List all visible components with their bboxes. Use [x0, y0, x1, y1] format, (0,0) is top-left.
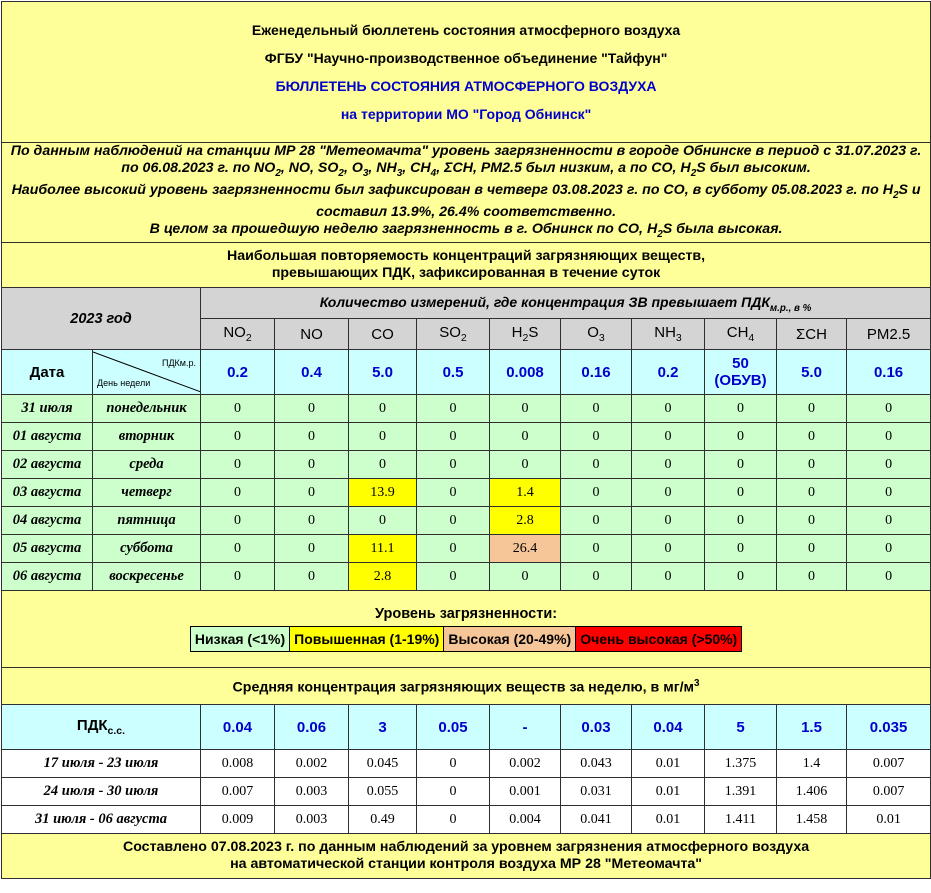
- average-value: 0.01: [632, 806, 705, 834]
- row-date: 04 августа: [2, 507, 93, 535]
- average-value: 0.01: [847, 806, 931, 834]
- measurement-cell: 0: [705, 563, 777, 591]
- average-value: 0.01: [632, 750, 705, 778]
- average-value: 0.008: [201, 750, 275, 778]
- date-label: Дата: [2, 350, 93, 395]
- measurement-cell: 26.4: [490, 535, 561, 563]
- measurement-cell: 0: [201, 479, 275, 507]
- average-value: 1.458: [777, 806, 847, 834]
- pdk-ss-value: 0.04: [632, 705, 705, 750]
- measurement-cell: 1.4: [490, 479, 561, 507]
- pdk-ss-value: 0.06: [275, 705, 349, 750]
- measurement-cell: 0: [777, 563, 847, 591]
- average-value: 0.002: [490, 750, 561, 778]
- average-value: 0: [417, 778, 490, 806]
- measurement-cell: 0: [201, 535, 275, 563]
- average-row: [2, 778, 931, 806]
- row-date: 31 июля: [2, 395, 93, 423]
- header-line-1: Еженедельный бюллетень состояния атмосферного воздуха: [251, 22, 681, 38]
- pdk-ss-value: 3: [349, 705, 417, 750]
- measurement-cell: 0: [490, 423, 561, 451]
- pollutant-header: $SO_2$: [417, 319, 490, 350]
- table-row: [2, 423, 931, 451]
- measurement-cell: 0: [847, 451, 931, 479]
- pdk-limit-value: 0.16: [847, 350, 931, 395]
- average-value: 0: [417, 750, 490, 778]
- average-value: 0.003: [275, 778, 349, 806]
- average-value: 0.009: [201, 806, 275, 834]
- average-value: 0.007: [201, 778, 275, 806]
- row-weekday: понедельник: [93, 395, 201, 423]
- frequency-title: Наибольшая повторяемость концентраций загрязняющих веществ, превышающих ПДК, зафиксированная в течение суток: [2, 243, 931, 288]
- row-date: 02 августа: [2, 451, 93, 479]
- average-value: 0.007: [847, 778, 931, 806]
- measurement-cell: 0: [561, 507, 632, 535]
- pollutant-header: ΣCH: [777, 319, 847, 350]
- pdk-limit-value: 50 (ОБУВ): [705, 350, 777, 395]
- pollutant-header: $O_3$: [561, 319, 632, 350]
- legend-elevated: Повышенная (1-19%): [290, 627, 444, 652]
- measurement-cell: 0: [201, 395, 275, 423]
- measurement-cell: 0: [417, 535, 490, 563]
- legend-swatches: [190, 626, 742, 652]
- measurement-cell: 0: [275, 451, 349, 479]
- average-value: 0.043: [561, 750, 632, 778]
- measurement-cell: 0: [777, 451, 847, 479]
- pdk-ss-value: 0.05: [417, 705, 490, 750]
- measurement-cell: 0: [847, 535, 931, 563]
- pdk-ss-value: 0.04: [201, 705, 275, 750]
- header-line-2: ФГБУ "Научно-производственное объединение "Тайфун": [264, 50, 668, 66]
- measurement-cell: 0: [847, 507, 931, 535]
- summary-paragraph-1: По данным наблюдений на станции МР 28 "Метеомачта" уровень загрязненности в городе Обнинске в период с 31.07.2023 г. по 06.08.2023 г. по $NO_2$, NO, $SO_2$, $O_3$, $NH_3$, $CH_4$, ΣCH, PM2.5 был низким, а по CO, $H_2S$ был высоким.: [10, 143, 922, 179]
- averages-title: Средняя концентрация загрязняющих веществ за неделю, в $мг/м^3$: [2, 668, 931, 705]
- average-value: 0.001: [490, 778, 561, 806]
- pollutant-header: NO: [275, 319, 349, 350]
- average-value: 1.4: [777, 750, 847, 778]
- row-weekday: суббота: [93, 535, 201, 563]
- measurement-cell: 0: [561, 423, 632, 451]
- measurement-cell: 0: [275, 507, 349, 535]
- measurement-cell: 0: [561, 479, 632, 507]
- bulletin-table: [1, 1, 931, 879]
- average-period: 31 июля - 06 августа: [2, 806, 201, 834]
- average-value: 0.004: [490, 806, 561, 834]
- row-weekday: четверг: [93, 479, 201, 507]
- measurement-cell: 0: [847, 479, 931, 507]
- measurement-cell: 0: [705, 479, 777, 507]
- pdk-ss-value: 0.03: [561, 705, 632, 750]
- average-value: 0.007: [847, 750, 931, 778]
- average-value: 1.406: [777, 778, 847, 806]
- pdk-ss-value: 0.035: [847, 705, 931, 750]
- average-value: 0.031: [561, 778, 632, 806]
- pollutant-header: $NO_2$: [201, 319, 275, 350]
- pdk-limit-value: 0.5: [417, 350, 490, 395]
- measurement-cell: 2.8: [490, 507, 561, 535]
- measurement-cell: 11.1: [349, 535, 417, 563]
- row-date: 03 августа: [2, 479, 93, 507]
- measurement-cell: 0: [561, 451, 632, 479]
- measurement-cell: 0: [417, 479, 490, 507]
- measurement-cell: 0: [349, 395, 417, 423]
- table-row: [2, 507, 931, 535]
- measurement-cell: 0: [490, 395, 561, 423]
- bulletin-footer: Составлено 07.08.2023 г. по данным наблюдений за уровнем загрязнения атмосферного воздуха на автоматической станции контроля воздуха МР 28 "Метеомачта": [2, 834, 931, 879]
- average-row: [2, 750, 931, 778]
- summary-text: [2, 143, 931, 243]
- pdk-limit-value: 0.2: [632, 350, 705, 395]
- diag-pdk-label: ПДКм.р.: [161, 358, 196, 369]
- measurement-cell: 0: [275, 535, 349, 563]
- bulletin-header: [2, 2, 931, 143]
- table-row: [2, 563, 931, 591]
- measurement-cell: 0: [275, 423, 349, 451]
- pdk-ss-value: 1.5: [777, 705, 847, 750]
- measurement-cell: 0: [417, 423, 490, 451]
- pdk-limit-value: 0.2: [201, 350, 275, 395]
- pdk-limit-value: 5.0: [349, 350, 417, 395]
- measurement-cell: 0: [417, 563, 490, 591]
- measurement-cell: 0: [201, 423, 275, 451]
- summary-paragraph-2: Наиболее высокий уровень загрязненности был зафиксирован в четверг 03.08.2023 г. по CO, в субботу 05.08.2023 г. по $H_2S$ и составил 13.9%, 26.4% соответственно.: [11, 181, 921, 220]
- pdk-ss-value: 5: [705, 705, 777, 750]
- average-value: 0.041: [561, 806, 632, 834]
- row-date: 05 августа: [2, 535, 93, 563]
- measurement-cell: 0: [490, 563, 561, 591]
- measurement-cell: 0: [349, 451, 417, 479]
- average-value: 0.003: [275, 806, 349, 834]
- diag-day-label: День недели: [97, 378, 151, 389]
- measurement-cell: 0: [632, 395, 705, 423]
- legend-title: Уровень загрязненности:: [375, 606, 558, 623]
- average-value: 0.49: [349, 806, 417, 834]
- measurement-cell: 0: [201, 507, 275, 535]
- average-value: 1.391: [705, 778, 777, 806]
- pollutant-header: $CH_4$: [705, 319, 777, 350]
- table-row: [2, 395, 931, 423]
- average-value: 0.002: [275, 750, 349, 778]
- diagonal-header-cell: [93, 350, 201, 395]
- pdk-limit-value: 0.16: [561, 350, 632, 395]
- pdk-limit-value: 0.008: [490, 350, 561, 395]
- pdk-limit-value: 0.4: [275, 350, 349, 395]
- measurement-cell: 0: [632, 479, 705, 507]
- measurement-cell: 0: [632, 507, 705, 535]
- measurement-cell: 0: [705, 423, 777, 451]
- row-date: 01 августа: [2, 423, 93, 451]
- average-value: 0.055: [349, 778, 417, 806]
- pdk-ss-value: -: [490, 705, 561, 750]
- measurement-cell: 0: [275, 563, 349, 591]
- pollutant-header: PM2.5: [847, 319, 931, 350]
- measurement-cell: 0: [417, 451, 490, 479]
- measurement-cell: 0: [847, 563, 931, 591]
- measurement-cell: 0: [275, 479, 349, 507]
- measurement-cell: 0: [632, 451, 705, 479]
- measurement-cell: 0: [777, 395, 847, 423]
- measurement-cell: 0: [777, 423, 847, 451]
- measurement-cell: 0: [417, 395, 490, 423]
- legend-low: Низкая (<1%): [190, 627, 289, 652]
- measurement-cell: 0: [632, 563, 705, 591]
- average-value: 0.045: [349, 750, 417, 778]
- measurement-cell: 0: [777, 479, 847, 507]
- row-weekday: пятница: [93, 507, 201, 535]
- average-row: [2, 806, 931, 834]
- measurement-cell: 0: [705, 451, 777, 479]
- header-line-4: на территории МО "Город Обнинск": [340, 106, 592, 122]
- measurement-cell: 0: [632, 535, 705, 563]
- measurement-cell: 0: [777, 535, 847, 563]
- pollutant-header: $H_2S$: [490, 319, 561, 350]
- measurement-cell: 0: [705, 507, 777, 535]
- measurement-cell: 0: [847, 423, 931, 451]
- pollution-legend: [2, 591, 931, 668]
- measurement-cell: 0: [490, 451, 561, 479]
- measurement-cell: 0: [349, 423, 417, 451]
- table-row: [2, 479, 931, 507]
- measurement-cell: 13.9: [349, 479, 417, 507]
- average-value: 1.411: [705, 806, 777, 834]
- measurement-cell: 0: [847, 395, 931, 423]
- average-value: 0.01: [632, 778, 705, 806]
- table-row: [2, 535, 931, 563]
- table-row: [2, 451, 931, 479]
- measurement-cell: 0: [349, 507, 417, 535]
- measurement-cell: 0: [561, 563, 632, 591]
- pollutant-header: $NH_3$: [632, 319, 705, 350]
- pdk-ss-label: $ПДК_{с.с.}$: [2, 705, 201, 750]
- row-weekday: вторник: [93, 423, 201, 451]
- measurement-cell: 0: [705, 535, 777, 563]
- measurement-cell: 0: [201, 563, 275, 591]
- average-period: 17 июля - 23 июля: [2, 750, 201, 778]
- header-line-3: БЮЛЛЕТЕНЬ СОСТОЯНИЯ АТМОСФЕРНОГО ВОЗДУХА: [275, 78, 657, 94]
- measurement-cell: 0: [561, 535, 632, 563]
- measurement-cell: 0: [417, 507, 490, 535]
- year-label: 2023 год: [2, 288, 201, 350]
- row-weekday: среда: [93, 451, 201, 479]
- measurement-cell: 0: [561, 395, 632, 423]
- measurement-cell: 0: [201, 451, 275, 479]
- average-value: 1.375: [705, 750, 777, 778]
- measurement-cell: 0: [632, 423, 705, 451]
- average-value: 0: [417, 806, 490, 834]
- count-header: Количество измерений, где концентрация ЗВ превышает $ПДК_{м.р., в \%}$: [201, 288, 931, 319]
- pdk-limit-value: 5.0: [777, 350, 847, 395]
- measurement-cell: 2.8: [349, 563, 417, 591]
- legend-very-high: Очень высокая (>50%): [576, 627, 742, 652]
- measurement-cell: 0: [275, 395, 349, 423]
- pollutant-header: CO: [349, 319, 417, 350]
- measurement-cell: 0: [777, 507, 847, 535]
- row-weekday: воскресенье: [93, 563, 201, 591]
- legend-high: Высокая (20-49%): [444, 627, 576, 652]
- row-date: 06 августа: [2, 563, 93, 591]
- average-period: 24 июля - 30 июля: [2, 778, 201, 806]
- measurement-cell: 0: [705, 395, 777, 423]
- summary-paragraph-3: В целом за прошедшую неделю загрязненность в г. Обнинск по CO, $H_2S$ была высокая.: [149, 220, 783, 240]
